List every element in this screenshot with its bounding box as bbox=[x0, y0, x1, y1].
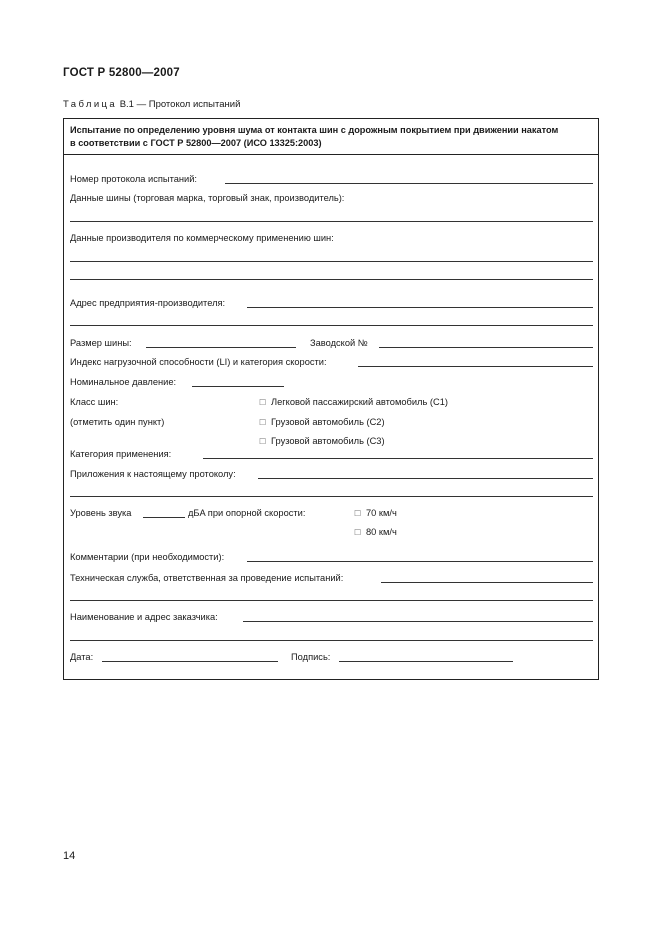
tire-class-label: Класс шин: bbox=[70, 397, 119, 407]
comments-field[interactable] bbox=[247, 561, 593, 562]
manufacturer-data-field-2[interactable] bbox=[70, 279, 593, 280]
nominal-pressure-label: Номинальное давление: bbox=[70, 377, 177, 387]
page-number: 14 bbox=[63, 850, 76, 862]
caption-text: В.1 — Протокол испытаний bbox=[119, 99, 241, 110]
manufacturer-address-field-2[interactable] bbox=[70, 325, 593, 326]
signature-field[interactable] bbox=[339, 661, 513, 662]
checkbox-80-icon[interactable]: ☐ bbox=[354, 528, 362, 537]
manufacturer-data-label: Данные производителя по коммерческому применению шин: bbox=[70, 233, 334, 243]
protocol-number-label: Номер протокола испытаний: bbox=[70, 174, 197, 184]
signature-label: Подпись: bbox=[291, 652, 331, 662]
comments-label: Комментарии (при необходимости): bbox=[70, 552, 225, 562]
tech-service-label: Техническая служба, ответственная за проведение испытаний: bbox=[70, 573, 344, 583]
load-index-label: Индекс нагрузочной способности (LI) и категория скорости: bbox=[70, 357, 327, 367]
class-option-c1: Легковой пассажирский автомобиль (С1) bbox=[271, 397, 448, 407]
form-title-line-2: в соответствии с ГОСТ Р 52800—2007 (ИСО 13325:2003) bbox=[70, 137, 322, 148]
form-title-line-1: Испытание по определению уровня шума от контакта шин с дорожным покрытием при движении накатом bbox=[70, 125, 559, 135]
date-field[interactable] bbox=[102, 661, 278, 662]
customer-field-1[interactable] bbox=[243, 621, 593, 622]
tire-data-field[interactable] bbox=[70, 221, 593, 222]
tire-class-note: (отметить один пункт) bbox=[70, 417, 165, 427]
customer-field-2[interactable] bbox=[70, 640, 593, 641]
sound-level-label: Уровень звука bbox=[70, 508, 132, 518]
attachments-field-2[interactable] bbox=[70, 496, 593, 497]
tire-size-label: Размер шины: bbox=[70, 338, 132, 348]
checkbox-70-icon[interactable]: ☐ bbox=[354, 509, 362, 518]
date-label: Дата: bbox=[70, 652, 94, 662]
protocol-number-field[interactable] bbox=[225, 183, 593, 184]
caption-word: Таблица bbox=[63, 99, 118, 110]
speed-option-80: 80 км/ч bbox=[366, 527, 397, 537]
attachments-label: Приложения к настоящему протоколу: bbox=[70, 469, 236, 479]
manufacturer-address-label: Адрес предприятия-производителя: bbox=[70, 298, 226, 308]
form-title-box bbox=[64, 119, 598, 155]
sound-unit-label: дБA при опорной скорости: bbox=[188, 508, 306, 518]
tech-service-field-1[interactable] bbox=[381, 582, 593, 583]
table-caption bbox=[63, 99, 240, 110]
attachments-field-1[interactable] bbox=[258, 478, 593, 479]
protocol-form bbox=[63, 118, 599, 680]
usage-category-field[interactable] bbox=[203, 458, 593, 459]
form-title bbox=[70, 124, 592, 149]
usage-category-label: Категория применения: bbox=[70, 449, 172, 459]
speed-option-70: 70 км/ч bbox=[366, 508, 397, 518]
document-header: ГОСТ Р 52800—2007 bbox=[63, 67, 180, 79]
checkbox-c1-icon[interactable]: ☐ bbox=[259, 398, 267, 407]
manufacturer-data-field-1[interactable] bbox=[70, 261, 593, 262]
sound-level-field[interactable] bbox=[143, 517, 185, 518]
checkbox-c3-icon[interactable]: ☐ bbox=[259, 437, 267, 446]
tire-size-field[interactable] bbox=[146, 347, 296, 348]
serial-number-field[interactable] bbox=[379, 347, 593, 348]
class-option-c3: Грузовой автомобиль (С3) bbox=[271, 436, 385, 446]
load-index-field[interactable] bbox=[358, 366, 593, 367]
customer-label: Наименование и адрес заказчика: bbox=[70, 612, 218, 622]
checkbox-c2-icon[interactable]: ☐ bbox=[259, 418, 267, 427]
tire-data-label: Данные шины (торговая марка, торговый знак, производитель): bbox=[70, 193, 345, 203]
class-option-c2: Грузовой автомобиль (С2) bbox=[271, 417, 385, 427]
nominal-pressure-field[interactable] bbox=[192, 386, 284, 387]
serial-number-label: Заводской № bbox=[310, 338, 368, 348]
tech-service-field-2[interactable] bbox=[70, 600, 593, 601]
manufacturer-address-field-1[interactable] bbox=[247, 307, 593, 308]
